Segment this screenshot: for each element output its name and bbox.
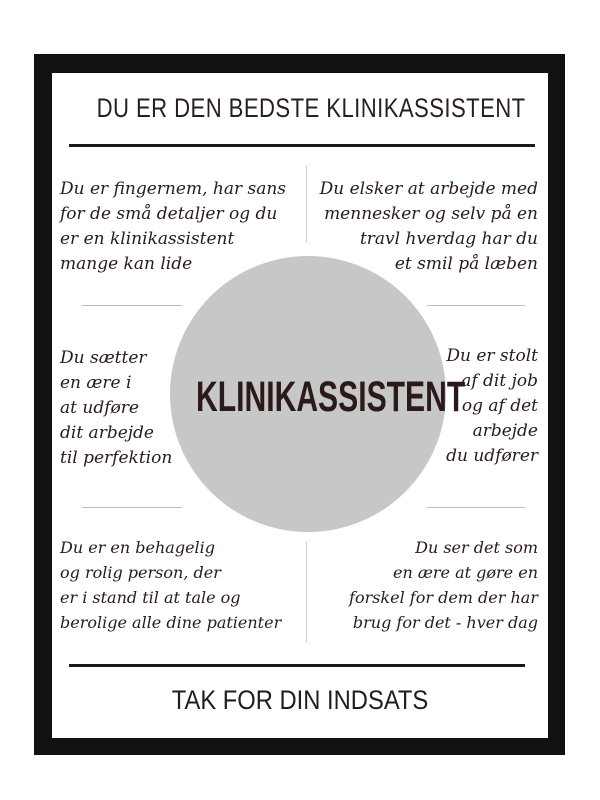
divider-right-upper: [427, 305, 525, 306]
text-line: Du er stolt: [446, 346, 538, 366]
bottom-divider: [69, 664, 525, 667]
text-line: og af det: [461, 396, 538, 416]
text-block-mid-left: [60, 346, 172, 471]
text-block-top-right: [320, 177, 538, 277]
text-line: at udføre: [60, 398, 139, 418]
text-line: en ære i: [60, 373, 132, 393]
divider-right-lower: [427, 507, 525, 508]
poster-footer: TAK FOR DIN INDSATS: [171, 685, 429, 715]
text-line: berolige alle dine patienter: [60, 613, 282, 632]
text-block-bottom-left: [60, 535, 281, 635]
text-block-top-left: [60, 177, 286, 277]
top-divider: [69, 144, 535, 147]
text-line: af dit job: [461, 371, 538, 391]
text-line: Du er fingernem, har sans: [60, 179, 287, 199]
text-line: er en klinikassistent: [60, 229, 235, 249]
text-line: mange kan lide: [60, 254, 193, 274]
divider-left-upper: [82, 305, 182, 306]
text-line: Du er en behagelig: [60, 538, 216, 557]
text-line: brug for det - hver dag: [352, 613, 538, 632]
text-line: et smil på læben: [394, 254, 538, 274]
text-line: til perfektion: [60, 448, 173, 468]
poster: [52, 73, 548, 738]
text-line: dit arbejde: [60, 423, 154, 443]
text-line: Du sætter: [60, 348, 147, 368]
text-line: du udfører: [446, 446, 538, 466]
text-line: en ære at gøre en: [392, 563, 538, 582]
center-word: KLINIKASSISTENT: [196, 373, 466, 421]
text-line: er i stand til at tale og: [60, 588, 241, 607]
text-line: mennesker og selv på en: [324, 204, 538, 224]
poster-title: DU ER DEN BEDSTE KLINIKASSISTENT: [96, 93, 526, 123]
text-line: forskel for dem der har: [349, 588, 538, 607]
text-block-bottom-right: [349, 535, 538, 635]
vertical-divider-bottom: [306, 541, 307, 643]
text-line: arbejde: [472, 421, 538, 441]
text-line: Du elsker at arbejde med: [319, 179, 538, 199]
text-line: travl hverdag har du: [359, 229, 538, 249]
text-line: for de små detaljer og du: [60, 204, 278, 224]
text-line: Du ser det som: [415, 538, 538, 557]
divider-left-lower: [82, 507, 182, 508]
vertical-divider-top: [306, 165, 307, 243]
text-block-mid-right: [446, 344, 538, 469]
text-line: og rolig person, der: [60, 563, 221, 582]
